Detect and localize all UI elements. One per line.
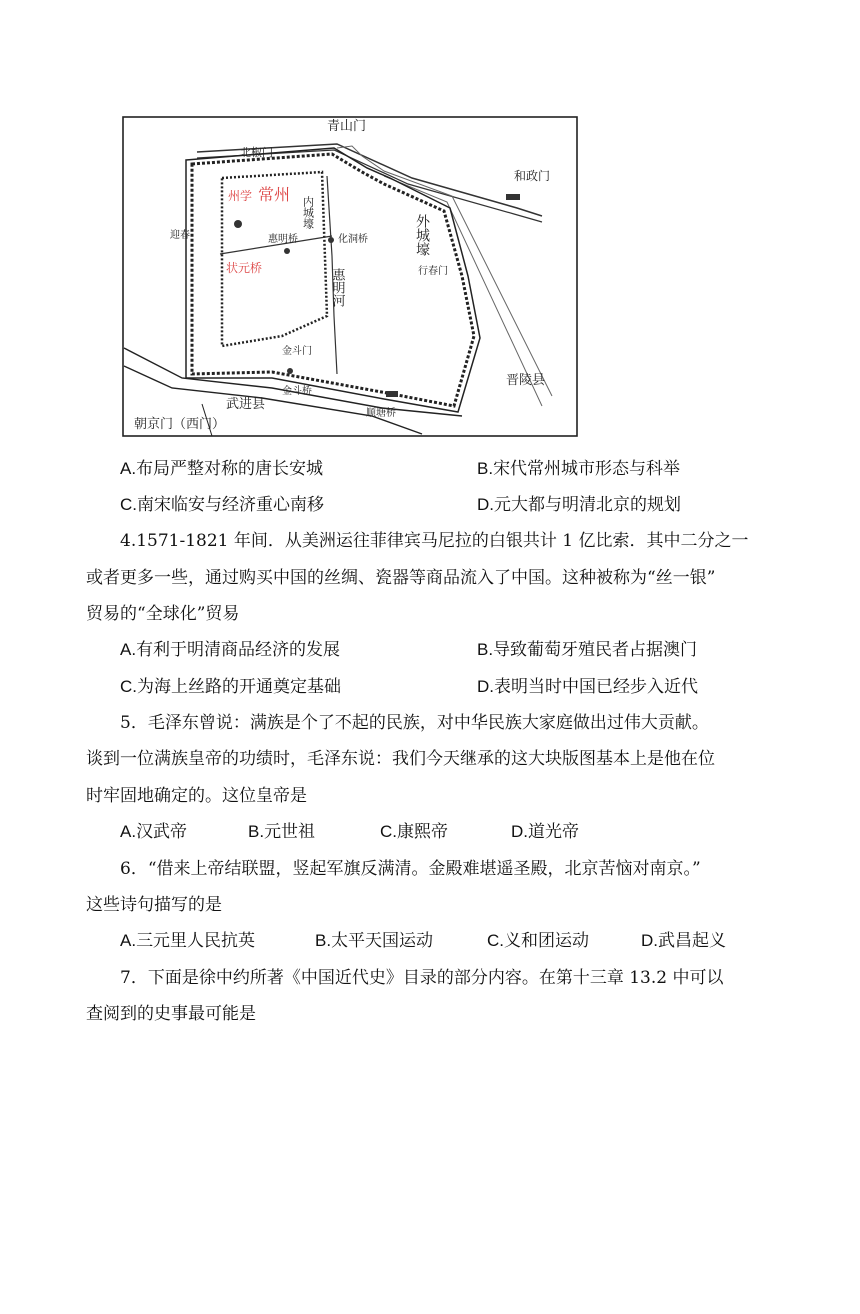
q5-option-c: C.康熙帝: [380, 822, 448, 842]
label-wujin: 武进县: [226, 397, 266, 412]
label-beiyi: 北椒门: [240, 146, 273, 159]
label-waichenghao: 外城壕: [414, 214, 430, 256]
q4-option-a: A.有利于明清商品经济的发展: [120, 640, 341, 660]
q3-option-b: B.宋代常州城市形态与科举: [477, 459, 681, 479]
label-huadong: 化洞桥: [338, 234, 368, 245]
q3-option-d: D.元大都与明清北京的规划: [477, 495, 681, 515]
q4-stem-line-3: 贸易的“全球化”贸易: [86, 604, 240, 624]
label-jindou-gate: 金斗门: [282, 346, 312, 357]
q5-option-b: B.元世祖: [248, 822, 316, 842]
label-jinling: 晋陵县: [506, 373, 546, 388]
q4-option-c: C.为海上丝路的开通奠定基础: [120, 677, 341, 697]
label-zhuangyuan: 状元桥: [226, 261, 263, 275]
q3-option-c: C.南宋临安与经济重心南移: [120, 495, 324, 515]
q5-option-a: A.汉武帝: [120, 822, 188, 842]
q4-stem-line-1: 4.1571-1821 年间．从美洲运往菲律宾马尼拉的白银共计 1 亿比索．其中二分之一: [120, 531, 749, 551]
label-chaojing: 朝京门（西门）: [134, 417, 226, 432]
label-changzhou: 常州: [258, 185, 291, 204]
label-qingshan: 青山门: [327, 119, 367, 134]
q5-stem-line-2: 谈到一位满族皇帝的功绩时，毛泽东说：我们今天继承的这大块版图基本上是他在位: [86, 749, 715, 769]
q7-stem-line-2: 查阅到的史事最可能是: [86, 1004, 256, 1024]
q4-option-d: D.表明当时中国已经步入近代: [477, 677, 698, 697]
changzhou-city-map: [122, 116, 578, 437]
q6-option-d: D.武昌起义: [641, 931, 726, 951]
q5-stem-line-1: 5．毛泽东曾说：满族是个了不起的民族，对中华民族大家庭做出过伟大贡献。: [120, 713, 709, 733]
label-hezheng: 和政门: [514, 169, 551, 183]
q5-stem-line-3: 时牢固地确定的。这位皇帝是: [86, 786, 307, 806]
q6-stem-line-1: 6．“借来上帝结联盟，竖起军旗反满清。金殿难堪遥圣殿，北京苦恼对南京。”: [120, 859, 701, 879]
q6-option-b: B.太平天国运动: [315, 931, 434, 951]
label-jindou-bridge: 金斗桥: [282, 386, 312, 397]
q6-option-c: C.义和团运动: [487, 931, 589, 951]
q6-stem-line-2: 这些诗句描写的是: [86, 895, 222, 915]
q5-option-d: D.道光帝: [511, 822, 579, 842]
q6-option-a: A.三元里人民抗英: [120, 931, 256, 951]
label-neichenghao: 内城壕: [301, 196, 315, 229]
label-xingchun: 行春门: [418, 266, 448, 277]
q3-option-a: A.布局严整对称的唐长安城: [120, 459, 324, 479]
q4-option-b: B.导致葡萄牙殖民者占据澳门: [477, 640, 698, 660]
label-huiming-bridge: 惠明桥: [268, 234, 298, 245]
label-huiminghe: 惠明河: [329, 268, 345, 307]
q4-stem-line-2: 或者更多一些，通过购买中国的丝绸、瓷器等商品流入了中国。这种被称为“丝一银”: [86, 568, 716, 588]
q7-stem-line-1: 7．下面是徐中约所著《中国近代史》目录的部分内容。在第十三章 13.2 中可以: [120, 968, 724, 988]
label-shuntang: 顺塘桥: [366, 408, 396, 419]
label-zhouxue: 州学: [228, 189, 253, 203]
label-yingchun: 迎春: [170, 230, 190, 241]
